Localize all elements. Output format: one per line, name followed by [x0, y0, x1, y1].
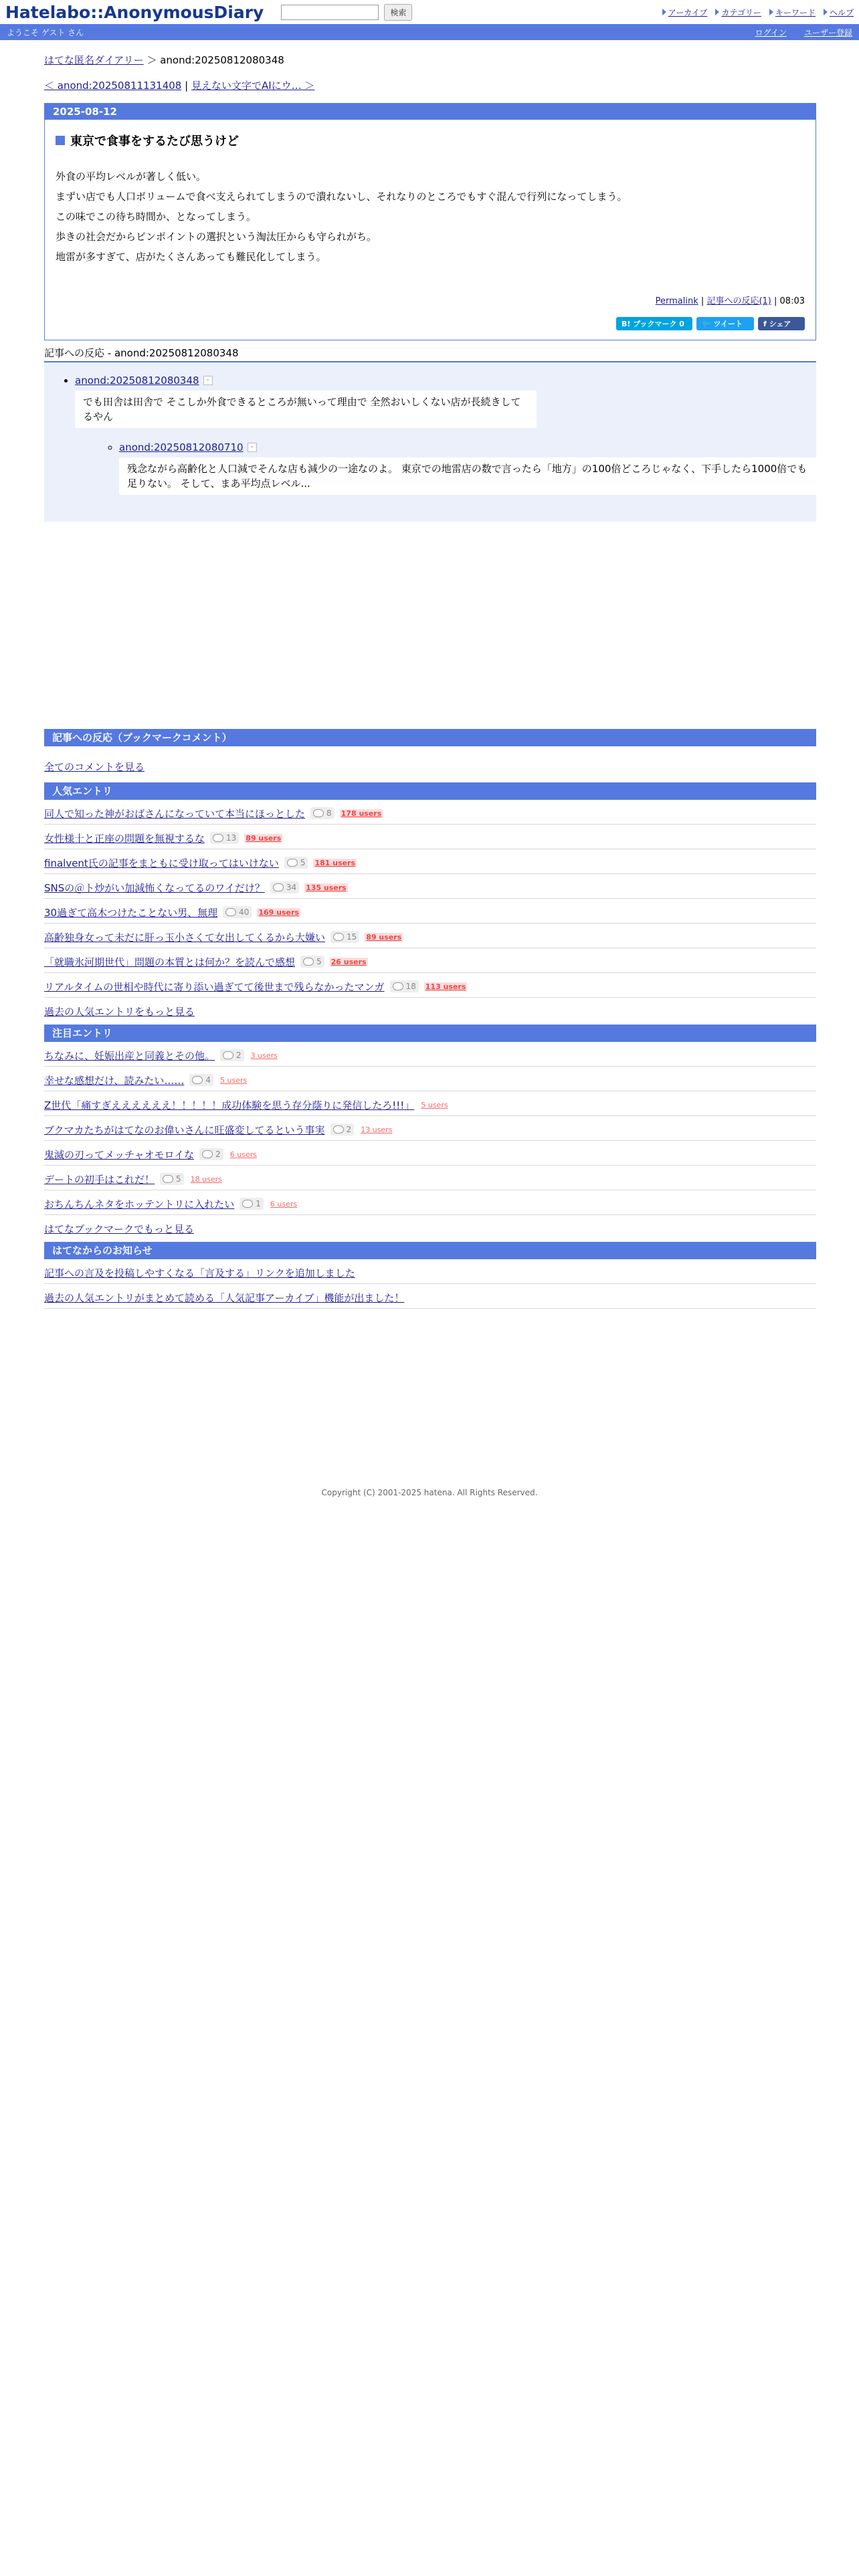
entry-row	[44, 1091, 816, 1116]
comment-bubble-icon	[303, 958, 314, 966]
news-item	[44, 1284, 816, 1309]
entry-row	[44, 849, 816, 874]
square-icon	[56, 136, 65, 145]
entry-link[interactable]: ブクマカたちがはてなのお偉いさんに旺盛変してるという事実	[44, 1123, 325, 1136]
comment-count: 5	[300, 858, 306, 867]
reaction-item	[75, 374, 805, 495]
comment-count: 2	[236, 1051, 242, 1060]
comment-bubble-icon	[393, 982, 403, 990]
footer-separator: |	[774, 296, 777, 306]
notable-more-link[interactable]: はてなブックマークでもっと見る	[44, 1222, 194, 1235]
entry-row	[44, 948, 816, 973]
news-link[interactable]: 記事への言及を投稿しやすくなる「言及する」リンクを追加しました	[44, 1267, 355, 1279]
comment-count-badge[interactable]	[390, 980, 419, 992]
collapse-icon[interactable]: -	[203, 376, 213, 385]
comment-count-badge[interactable]	[310, 807, 335, 819]
notable-section	[44, 1025, 816, 1242]
entry-nav	[44, 79, 816, 92]
welcome-text: ようこそ ゲスト さん	[7, 27, 84, 37]
entry-row	[44, 825, 816, 849]
comment-count: 40	[239, 907, 250, 917]
user-bar	[0, 24, 859, 40]
comment-count-badge[interactable]	[189, 1074, 213, 1086]
comment-count: 15	[347, 932, 357, 942]
notable-head: 注目エントリ	[44, 1025, 816, 1042]
entry-link[interactable]: デートの初手はこれだ！	[44, 1173, 155, 1186]
comment-count: 5	[316, 957, 322, 966]
comment-bubble-icon	[163, 1175, 173, 1183]
news-section	[44, 1242, 816, 1309]
reaction-quote: 残念ながら高齢化と人口減でそんな店も減少の一途なのよ。 東京での地雷店の数で言ったら「地方」の100倍どころじゃなく、下手したら1000倍でも足りない。 そして、まあ平均点レベル...	[119, 457, 823, 495]
comment-count: 18	[405, 982, 416, 991]
category-link[interactable]: カテゴリー	[715, 7, 761, 18]
entry-link[interactable]: 同人で知った神がおばさんになっていて本当にほっとした	[44, 807, 306, 820]
entry-time: 08:03	[779, 296, 805, 306]
main-content	[44, 40, 816, 1309]
entry-footer	[56, 294, 805, 306]
comment-bubble-icon	[333, 933, 344, 941]
comment-count: 5	[176, 1174, 181, 1184]
help-link[interactable]: ヘルプ	[824, 7, 854, 18]
comment-count-badge[interactable]	[210, 832, 239, 844]
login-link[interactable]: ログイン	[755, 27, 787, 37]
prev-entry-link[interactable]: ＜ anond:20250811131408	[44, 80, 182, 92]
popular-list	[44, 800, 816, 998]
users-count[interactable]: 113 users	[425, 982, 466, 991]
hatena-bookmark-button[interactable]: B! ブックマーク 0	[616, 317, 692, 330]
comment-bubble-icon	[223, 1051, 233, 1059]
comment-count: 1	[256, 1199, 261, 1208]
search-button[interactable]: 検索	[384, 4, 412, 21]
triangle-icon	[715, 9, 719, 15]
breadcrumb-home[interactable]: はてな匿名ダイアリー	[44, 54, 144, 66]
breadcrumb-current: anond:20250812080348	[160, 54, 284, 66]
collapse-icon[interactable]: -	[248, 443, 257, 452]
triangle-icon	[662, 9, 666, 15]
comment-count: 4	[205, 1075, 211, 1085]
entry-row	[44, 973, 816, 998]
users-count[interactable]: 135 users	[306, 883, 347, 892]
comment-bubble-icon	[192, 1076, 203, 1084]
entry-link[interactable]: おちんちんネタをホッテントリに入れたい	[44, 1198, 235, 1210]
footer-copyright: Copyright (C) 2001-2025 hatena. All Rights Reserved.	[321, 1488, 538, 1497]
entry-link[interactable]: ちなみに、妊娠出産と同義とその他。	[44, 1049, 215, 1062]
breadcrumb	[44, 53, 816, 67]
bookmark-comments-head: 記事への反応（ブックマークコメント）	[44, 729, 816, 746]
comment-count-badge[interactable]	[199, 1148, 223, 1160]
entry-link[interactable]: finalvent氏の記事をまともに受け取ってはいけない	[44, 857, 279, 869]
users-count[interactable]: 13 users	[361, 1125, 393, 1134]
entry-link[interactable]: 「就職氷河期世代」問題の本質とは何か？を読んで感想	[44, 956, 296, 968]
tweet-button[interactable]: 🐦 ツイート	[696, 317, 754, 330]
register-link[interactable]: ユーザー登録	[803, 27, 852, 37]
users-count[interactable]: 26 users	[330, 957, 367, 966]
entry-link[interactable]: Z世代「痛すぎええええええ！！！！！成功体験を思う存分蔭りに発信したろ!!!」	[44, 1099, 415, 1111]
entry-link[interactable]: 鬼滅の刃ってメッチャオモロイな	[44, 1148, 195, 1161]
comment-count-badge[interactable]	[160, 1173, 184, 1185]
news-item	[44, 1259, 816, 1284]
reactions-tree	[44, 362, 816, 522]
reaction-link[interactable]: ◦ anond:20250812080710	[119, 441, 244, 453]
comment-count: 2	[215, 1150, 221, 1159]
users-count[interactable]: 169 users	[258, 907, 299, 917]
comment-count: 13	[226, 833, 237, 843]
reaction-item	[119, 441, 805, 495]
popular-section	[44, 782, 816, 1025]
entry-title	[56, 132, 805, 149]
users-count[interactable]: 89 users	[246, 833, 282, 843]
comment-bubble-icon	[213, 834, 223, 842]
share-buttons	[56, 317, 805, 330]
reactions-label: 記事への反応 - anond:20250812080348	[44, 346, 816, 362]
entry-link[interactable]: 幸せな感想だけ、読みたい……	[44, 1074, 185, 1087]
entry-line: まずい店でも人口ボリュームで食べ支えられてしまうので潰れないし、それなりのところでもすぐ混んで行列になってしまう。	[56, 191, 628, 203]
comment-bubble-icon	[242, 1200, 253, 1208]
comment-bubble-icon	[333, 1125, 344, 1134]
comment-count: 2	[346, 1125, 352, 1134]
entry-body	[56, 167, 805, 267]
users-count[interactable]: 89 users	[366, 932, 402, 942]
entry-link[interactable]: 女性様十と正座の問題を無視するな	[44, 832, 205, 845]
entry-date: 2025-08-12	[45, 104, 816, 120]
users-count[interactable]: 181 users	[314, 858, 356, 867]
entry-line: 外食の平均レベルが著しく低い。	[56, 171, 207, 183]
archive-link[interactable]: アーカイブ	[662, 7, 708, 18]
comment-count-badge[interactable]	[300, 956, 324, 968]
users-count[interactable]: 6 users	[270, 1199, 298, 1208]
comment-bubble-icon	[202, 1150, 213, 1158]
site-logo[interactable]: Hatelabo::AnonymousDiary	[5, 2, 264, 22]
comment-bubble-icon	[273, 883, 284, 891]
entry-row	[44, 1166, 816, 1190]
notable-list	[44, 1042, 816, 1215]
comment-count-badge[interactable]	[270, 881, 299, 893]
popular-more-link[interactable]: 過去の人気エントリをもっと見る	[44, 1005, 195, 1018]
next-entry-link[interactable]: 見えない文字でAIにウ… ＞	[191, 80, 315, 92]
triangle-icon	[824, 9, 828, 15]
search-input[interactable]	[281, 5, 379, 20]
bookmark-comments-section	[44, 729, 816, 773]
entry-link[interactable]: 高齢独身女って未だに肝っ玉小さくて女出してくるから大嫌い	[44, 931, 326, 944]
entry-line: 地雷が多すぎて、店がたくさんあっても難民化してしまう。	[56, 251, 326, 263]
comment-count: 34	[286, 883, 297, 892]
search-form	[281, 4, 412, 21]
users-count[interactable]: 6 users	[229, 1150, 257, 1159]
entry-box	[44, 103, 816, 340]
entry-row	[44, 874, 816, 899]
entry-line: 歩きの社会だからピンポイントの選択という淘汰圧からも守られがち。	[56, 231, 377, 243]
keyword-link[interactable]: キーワード	[769, 7, 816, 18]
entry-link[interactable]: リアルタイムの世相や時代に寄り添い過ぎてて後世まで残らなかったマンガ	[44, 980, 385, 993]
breadcrumb-separator: ＞	[147, 54, 157, 66]
top-bar	[0, 0, 859, 24]
comment-count-badge[interactable]	[330, 931, 359, 943]
entry-row	[44, 1067, 816, 1091]
entry-row	[44, 1116, 816, 1141]
comment-count-badge[interactable]	[223, 906, 252, 918]
comment-bubble-icon	[287, 859, 298, 867]
top-links	[662, 7, 854, 18]
comment-count-badge[interactable]	[330, 1123, 355, 1136]
comment-count: 8	[326, 809, 332, 818]
footer-separator: |	[700, 296, 704, 306]
entry-row	[44, 924, 816, 948]
comment-count-badge[interactable]	[240, 1198, 264, 1210]
entry-link[interactable]: SNSの＠ト炒がい加減怖くなってるのワイだけ？	[44, 881, 265, 894]
comment-bubble-icon	[313, 809, 324, 817]
users-count[interactable]: 5 users	[220, 1075, 248, 1085]
news-link[interactable]: 過去の人気エントリがまとめて読める「人気記事アーカイブ」機能が出ました！	[44, 1291, 405, 1304]
entry-title-text[interactable]: 東京で食事をするたび思うけど	[70, 134, 239, 148]
entry-link[interactable]: 30過ぎて高木つけたことない男、無理	[44, 906, 218, 919]
popular-head: 人気エントリ	[44, 782, 816, 800]
entry-row	[44, 800, 816, 825]
entry-row	[44, 899, 816, 924]
all-comments-link[interactable]: 全てのコメントを見る	[44, 761, 145, 773]
entry-row	[44, 1141, 816, 1166]
users-count[interactable]: 5 users	[421, 1100, 448, 1109]
reaction-quote: でも田舎は田舎で そこしか外食できるところが無いって理由で 全然おいしくない店が長続きしてるやん	[75, 391, 537, 428]
comment-count-badge[interactable]	[284, 857, 308, 869]
news-head: はてなからのお知らせ	[44, 1242, 816, 1259]
entry-row	[44, 1042, 816, 1067]
entry-line: この味でこの待ち時間か、となってしまう。	[56, 211, 257, 223]
facebook-share-button[interactable]: f シェア	[758, 317, 805, 330]
reactions-link[interactable]: 記事への反応(1)	[706, 296, 771, 306]
reaction-link[interactable]: • anond:20250812080348	[75, 374, 199, 387]
comment-bubble-icon	[225, 908, 236, 916]
nav-separator: |	[185, 80, 189, 92]
permalink[interactable]: Permalink	[655, 296, 698, 306]
users-count[interactable]: 178 users	[341, 809, 382, 818]
users-count[interactable]: 3 users	[250, 1051, 278, 1060]
comment-count-badge[interactable]	[220, 1049, 244, 1061]
entry-row	[44, 1190, 816, 1215]
triangle-icon	[769, 9, 773, 15]
users-count[interactable]: 18 users	[190, 1174, 222, 1184]
